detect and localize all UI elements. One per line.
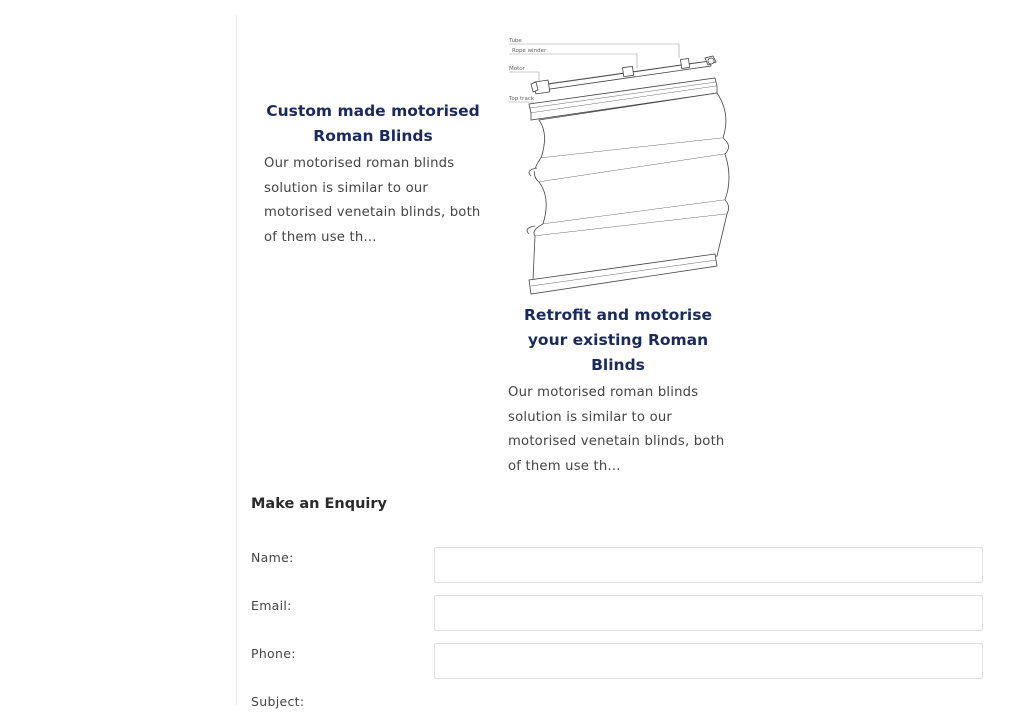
diagram-label-rope-winder: Rope winder xyxy=(512,48,547,54)
email-input[interactable] xyxy=(434,595,983,631)
content-divider xyxy=(236,15,237,705)
phone-label: Phone: xyxy=(251,646,296,661)
product-card-custom-motorised[interactable] xyxy=(264,99,482,250)
diagram-label-tube: Tube xyxy=(509,38,522,44)
roman-blind-diagram-image[interactable] xyxy=(505,34,731,300)
card-title[interactable]: Retrofit and motorise your existing Roman Blinds xyxy=(524,306,712,374)
enquiry-heading: Make an Enquiry xyxy=(251,496,388,512)
card-excerpt: Our motorised roman blinds solution is similar to our motorised venetain blinds, both of them use th... xyxy=(508,385,725,474)
card-excerpt: Our motorised roman blinds solution is similar to our motorised venetain blinds, both of them use th... xyxy=(264,156,481,245)
product-card-retrofit-motorise[interactable] xyxy=(508,303,728,479)
email-label: Email: xyxy=(251,598,292,613)
diagram-label-motor: Motor xyxy=(509,66,525,72)
phone-input[interactable] xyxy=(434,643,983,679)
card-title[interactable]: Custom made motorised Roman Blinds xyxy=(266,102,480,145)
subject-label: Subject: xyxy=(251,694,305,709)
name-label: Name: xyxy=(251,550,294,565)
name-input[interactable] xyxy=(434,547,983,583)
diagram-label-top-track: Top track xyxy=(509,96,535,102)
